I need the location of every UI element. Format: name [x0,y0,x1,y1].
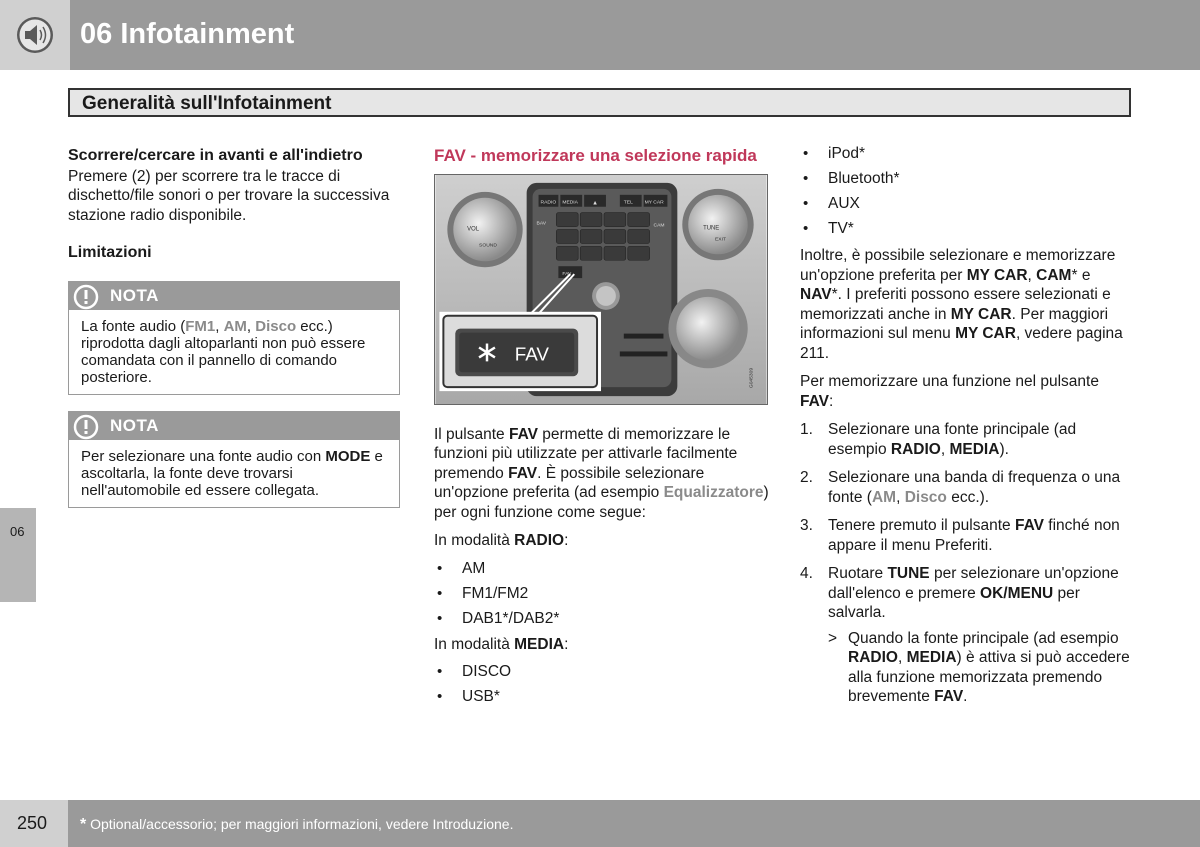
step-item [800,468,1136,507]
mycar-label: MY CAR [955,325,1016,342]
source-fm1: FM1 [185,317,216,335]
text-part: ). [999,440,1009,458]
radio-label: RADIO [890,440,941,458]
text-part: In modalità [434,532,515,549]
separator: , [896,488,905,506]
list-item: • AM [434,559,770,584]
okmenu-label: OK/MENU [980,584,1054,602]
chapter-header [0,0,1200,70]
mode-label: MODE [325,447,371,465]
note-text [69,310,399,394]
knob-label-vol: VOL [467,226,480,233]
knob-label-sound: SOUND [479,243,497,249]
radio-label: RADIO [514,532,565,549]
media-label: MEDIA [906,649,957,666]
step-item [800,564,1136,623]
list-item: • USB* [434,687,770,712]
favorites-paragraph [800,246,1136,363]
media-label: MEDIA [949,440,1000,458]
section-title: Generalità sull'Infotainment [82,93,332,114]
source-disco: Disco [904,488,947,506]
note-header [69,282,399,310]
note-title: NOTA [110,285,159,305]
control-panel-image [434,174,768,405]
note-box-2 [68,411,400,508]
text-part: Per memorizzare una funzione nel pulsante [800,373,1099,390]
note-text [69,440,399,507]
panel-button-radio: RADIO [540,200,557,206]
list-item: • DISCO [434,662,770,687]
fav-label: FAV [934,688,964,705]
text-part: : [564,532,569,549]
source-am: AM [223,317,247,335]
fav-label: FAV [800,392,829,410]
fav-label: FAV [508,464,538,482]
separator: , [215,317,224,335]
text-part: ) è attiva si può accedere alla funzione memorizzata premendo brevemente [848,649,1130,705]
note-header [69,412,399,440]
section-heading-box [68,88,1131,117]
text-part: *. I preferiti possono essere selezionati e memorizzati anche in [800,286,1111,323]
step-number: 3. [800,517,813,534]
text-part: per salvarla. [828,584,1080,621]
info-icon [73,414,99,440]
text-part: . [963,688,968,705]
right-column [800,144,1136,707]
image-code: G045309 [749,367,755,389]
callout-fav-label: FAV [514,343,549,365]
speaker-icon [15,15,55,55]
text-part: Quando la fonte principale (ad esempio [848,629,1119,647]
text-part: , vedere pagina 211. [800,325,1123,362]
panel-button-bav: BAV [536,221,547,227]
fav-section-title: FAV - memorizzare una selezione rapida [434,146,757,165]
result-marker: > [828,629,838,647]
fav-label: FAV [1014,517,1044,534]
step-result [828,629,1136,707]
source-am: AM [871,488,897,506]
text-part: ecc.). [946,488,990,506]
text-part: Il pulsante [434,425,509,443]
mycar-label: MY CAR [950,305,1012,323]
middle-column [434,146,770,719]
text-part: Ruotare [828,565,888,582]
panel-button-tel: TEL [623,200,633,206]
text-part: . È possibile selezionare un'opzione preferita (ad esempio [434,464,705,501]
source-disco: Disco [255,317,297,335]
list-item: • iPod* [800,144,1136,169]
step-number: 1. [800,421,813,438]
left-column [68,146,402,524]
note-text-part: La fonte audio ( [81,317,186,335]
list-item: • AUX [800,194,1136,219]
scroll-heading: Scorrere/cercare in avanti e all'indietro [68,147,363,164]
text-part: In modalità [434,635,515,653]
page-number-box [0,800,68,847]
step-item [800,516,1136,555]
panel-button-media: MEDIA [562,200,578,206]
media-list [434,662,770,712]
text-part: : [829,392,834,410]
separator: , [1027,266,1037,284]
info-icon [73,284,99,310]
footnote-text: Optional/accessorio; per maggiori informazioni, vedere Introduzione. [86,816,514,832]
steps-list [800,420,1136,623]
radio-list [434,559,770,634]
text-part: Tenere premuto il pulsante [828,517,1015,534]
text-part: : [564,635,569,653]
note-text-part: e ascoltarla, la fonte deve trovarsi nell'automobile ed essere collegata. [81,447,383,499]
separator: , [246,317,256,335]
source-list [800,144,1136,244]
chapter-icon-box [0,0,70,70]
page-footer [0,800,1200,847]
fav-label: FAV [508,425,538,443]
page-number: 250 [17,813,48,833]
text-part: ) per ogni funzione come segue: [434,484,769,521]
side-chapter-tab [0,508,36,602]
step-item [800,420,1136,459]
list-item: • Bluetooth* [800,169,1136,194]
side-tab-label: 06 [10,524,25,539]
text-part: Inoltre, è possibile selezionare e memorizzare un'opzione preferita per [800,247,1116,284]
text-part: Selezionare una fonte principale (ad esempio [828,421,1077,458]
note-text-part: ecc.) riprodotta dagli altoparlanti non può essere comandata con il pannello di comando posteriore. [81,317,366,386]
text-part: . Per maggiori informazioni sul menu [800,305,1109,342]
knob-label-exit: EXIT [715,237,726,243]
note-box-1 [68,281,400,395]
list-item: • DAB1*/DAB2* [434,609,770,634]
chapter-title: 06 Infotainment [80,18,295,50]
panel-button-cam: CAM [653,223,665,229]
text-part: permette di memorizzare le funzioni più utilizzate per attivarle facilmente premendo [434,425,738,482]
list-item: • FM1/FM2 [434,584,770,609]
text-part: per selezionare un'opzione dall'elenco e premere [828,565,1119,602]
panel-button-fav: FAV [562,272,572,278]
separator: , [940,440,950,458]
store-intro [800,372,1136,411]
scroll-paragraph: Premere (2) per scorrere tra le tracce di dischetto/file sonori o per trovare la successiva stazione radio disponibile. [68,167,390,224]
step-number: 2. [800,469,813,486]
footnote-star: * [80,816,87,833]
panel-button-mycar: MY CAR [644,200,664,206]
footnote [80,816,513,834]
cam-label: CAM [1036,266,1072,284]
step-number: 4. [800,565,813,582]
radio-intro [434,531,770,551]
knob-label-tune: TUNE [703,225,720,232]
note-text-part: Per selezionare una fonte audio con [81,447,326,465]
text-part: Selezionare una banda di frequenza o una fonte ( [828,469,1121,506]
tune-label: TUNE [887,565,930,582]
nav-label: NAV [800,286,832,303]
text-part: * e [1071,266,1091,284]
separator: , [897,649,907,666]
text-part: finché non appare il menu Preferiti. [828,517,1120,554]
media-label: MEDIA [514,635,565,653]
mycar-label: MY CAR [966,266,1028,284]
limitations-heading: Limitazioni [68,244,152,261]
fav-description [434,425,770,523]
note-title: NOTA [110,415,159,435]
media-intro [434,635,770,655]
list-item: • TV* [800,219,1136,244]
panel-button-eject: ▲ [592,200,598,207]
radio-label: RADIO [848,649,898,666]
equalizer-label: Equalizzatore [663,484,764,501]
